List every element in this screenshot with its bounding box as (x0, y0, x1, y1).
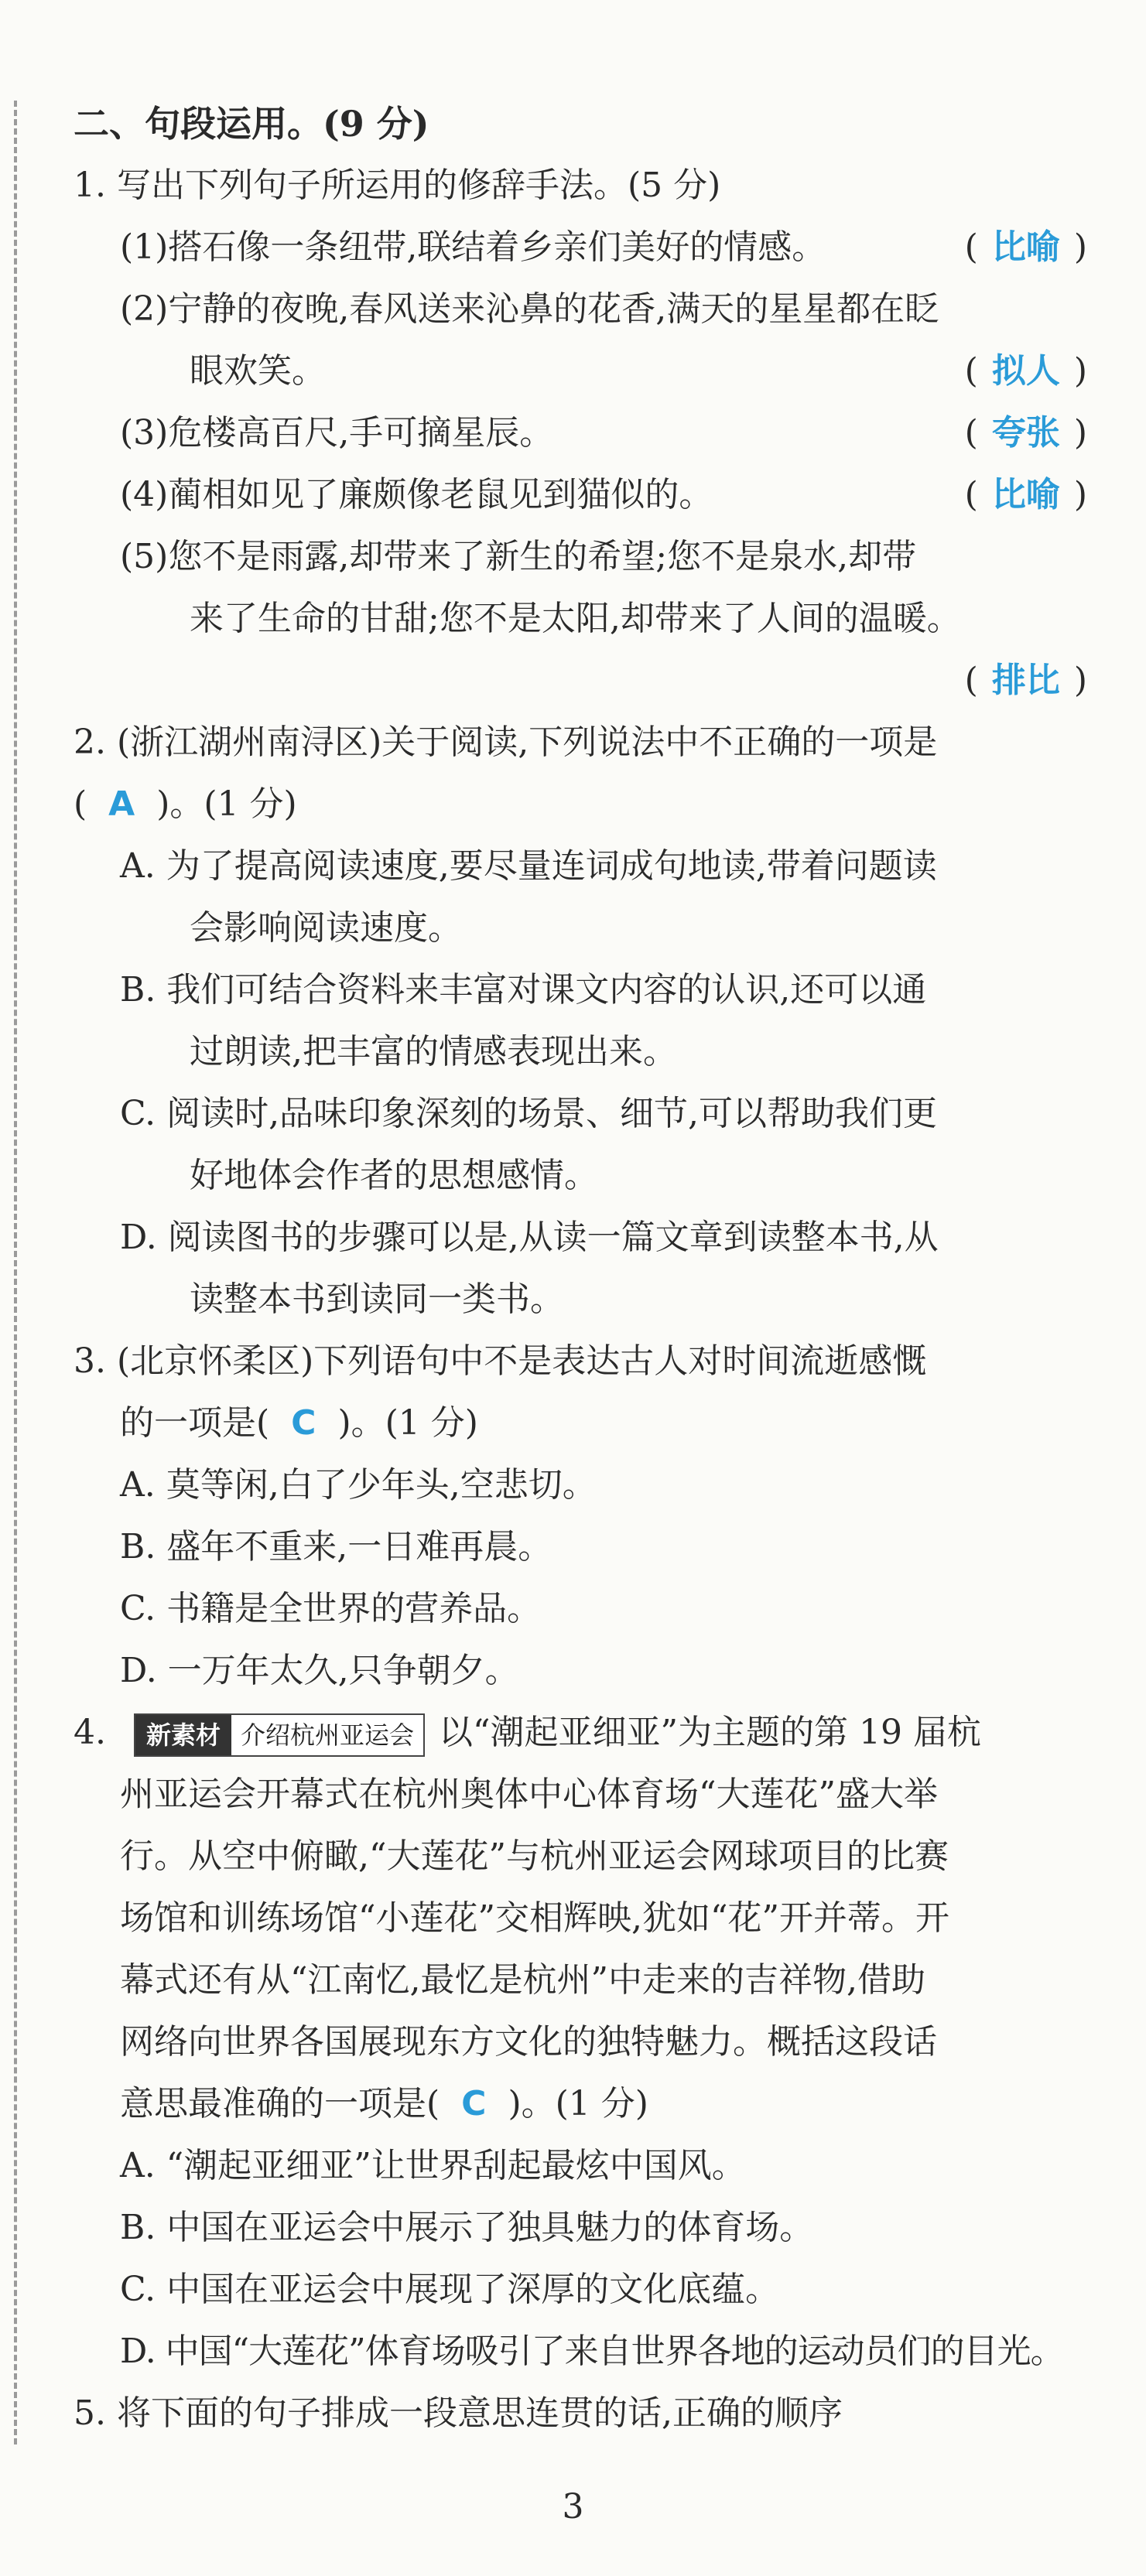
q1-item-2-cont (74, 340, 1095, 402)
q3-stem2-end: )。(1 分) (337, 1403, 478, 1443)
q2-option-a-cont: 会影响阅读速度。 (190, 908, 462, 948)
q1-item-2-answer-box: ( 拟人 ) (964, 351, 1087, 391)
q4-stem-line-1 (74, 1702, 1095, 1764)
q1-item-4-answer: 比喻 (991, 475, 1060, 514)
q4-number: 4. (74, 1713, 106, 1752)
q3-option-b: B. 盛年不重来,一日难再晨。 (120, 1527, 552, 1566)
q4-option-d: D. 中国“大莲花”体育场吸引了来自世界各地的运动员们的目光。 (120, 2332, 1064, 2371)
q1-item-1 (74, 217, 1095, 278)
q1-item-2 (74, 278, 1095, 340)
q3-option-d: D. 一万年太久,只争朝夕。 (120, 1651, 519, 1690)
q1-item-3 (74, 402, 1095, 464)
q3-option-c: C. 书籍是全世界的营养品。 (120, 1589, 542, 1628)
q1-item-1-answer-box: ( 比喻 ) (964, 227, 1087, 267)
q4-option-b: B. 中国在亚运会中展示了独具魅力的体育场。 (120, 2208, 814, 2247)
q1-item-3-answer-box: ( 夸张 ) (964, 413, 1087, 453)
q1-item-5-answer-line (74, 650, 1095, 712)
binding-dashed-line (14, 101, 17, 2444)
q1-item-3-answer: 夸张 (991, 413, 1060, 453)
q2-option-b-cont: 过朗读,把丰富的情感表现出来。 (190, 1032, 677, 1071)
page-number: 3 (562, 2487, 584, 2526)
q1-item-5-text2: 来了生命的甘甜;您不是太阳,却带来了人间的温暖。 (190, 599, 961, 638)
q2-paren-close: )。(1 分) (156, 784, 297, 824)
q3-stem2: 的一项是( (120, 1403, 270, 1443)
q1-item-3-text: (3)危楼高百尺,手可摘星辰。 (120, 413, 554, 453)
q1-item-5-answer-box: ( 排比 ) (964, 661, 1087, 700)
section-title: 二、句段运用。(9 分) (74, 103, 429, 145)
q4-tag (134, 1713, 425, 1757)
q2-answer: A (108, 784, 135, 824)
q4-text-7-start: 意思最准确的一项是( (120, 2084, 440, 2123)
q2-option-a: A. 为了提高阅读速度,要尽量连词成句地读,带着问题读 (120, 846, 937, 886)
q4-text-5: 幕式还有从“江南忆,最忆是杭州”中走来的吉祥物,借助 (120, 1960, 925, 2000)
q2-option-d-cont: 读整本书到读同一类书。 (190, 1279, 564, 1319)
q4-text-6: 网络向世界各国展现东方文化的独特魅力。概括这段话 (120, 2022, 937, 2062)
q2-option-c-cont: 好地体会作者的思想感情。 (190, 1156, 598, 1195)
q4-option-c: C. 中国在亚运会中展现了深厚的文化底蕴。 (120, 2270, 780, 2309)
q2-paren-open: ( (74, 784, 87, 824)
topic-tag: 介绍杭州亚运会 (231, 1715, 423, 1755)
q4-text-7 (74, 2073, 1095, 2135)
q1-item-4 (74, 464, 1095, 526)
q4-answer: C (461, 2084, 487, 2123)
new-material-tag: 新素材 (135, 1715, 231, 1755)
q1-item-5 (74, 526, 1095, 588)
q1-stem: 1. 写出下列句子所运用的修辞手法。(5 分) (74, 166, 721, 205)
q3-stem: 3. (北京怀柔区)下列语句中不是表达古人对时间流逝感慨 (74, 1341, 927, 1381)
q1-item-5-answer: 排比 (991, 661, 1060, 700)
worksheet-content (74, 93, 1095, 2444)
q1-item-1-text: (1)搭石像一条纽带,联结着乡亲们美好的情感。 (120, 227, 826, 267)
q4-text-4: 场馆和训练场馆“小莲花”交相辉映,犹如“花”开并蒂。开 (120, 1898, 949, 1938)
q4-text-2: 州亚运会开幕式在杭州奥体中心体育场“大莲花”盛大举 (120, 1775, 938, 1814)
q1-item-2-text: (2)宁静的夜晚,春风送来沁鼻的花香,满天的星星都在眨 (120, 289, 939, 329)
q1-item-2-text2: 眼欢笑。 (190, 351, 326, 391)
q1-item-2-answer: 拟人 (991, 351, 1060, 391)
q4-text-1: 以“潮起亚细亚”为主题的第 19 届杭 (439, 1713, 981, 1752)
q1-item-5-text: (5)您不是雨露,却带来了新生的希望;您不是泉水,却带 (120, 537, 917, 576)
q1-item-4-answer-box: ( 比喻 ) (964, 475, 1087, 514)
q2-option-c: C. 阅读时,品味印象深刻的场景、细节,可以帮助我们更 (120, 1094, 938, 1133)
q1-item-1-answer: 比喻 (991, 227, 1060, 267)
q5-stem: 5. 将下面的句子排成一段意思连贯的话,正确的顺序 (74, 2393, 843, 2433)
q4-text-7-end: )。(1 分) (508, 2084, 648, 2123)
q2-stem-answer-line (74, 774, 1095, 835)
q3-stem-cont (74, 1392, 1095, 1454)
q1-item-5-cont (74, 588, 1095, 650)
q3-option-a: A. 莫等闲,白了少年头,空悲切。 (120, 1465, 597, 1505)
q3-answer: C (291, 1403, 316, 1443)
q2-option-d: D. 阅读图书的步骤可以是,从读一篇文章到读整本书,从 (120, 1218, 939, 1257)
q4-option-a: A. “潮起亚细亚”让世界刮起最炫中国风。 (120, 2146, 746, 2185)
q2-option-b: B. 我们可结合资料来丰富对课文内容的认识,还可以通 (120, 970, 927, 1010)
q2-stem: 2. (浙江湖州南浔区)关于阅读,下列说法中不正确的一项是 (74, 723, 938, 762)
q1-item-4-text: (4)蔺相如见了廉颇像老鼠见到猫似的。 (120, 475, 713, 514)
q4-text-3: 行。从空中俯瞰,“大莲花”与杭州亚运会网球项目的比赛 (120, 1836, 949, 1876)
